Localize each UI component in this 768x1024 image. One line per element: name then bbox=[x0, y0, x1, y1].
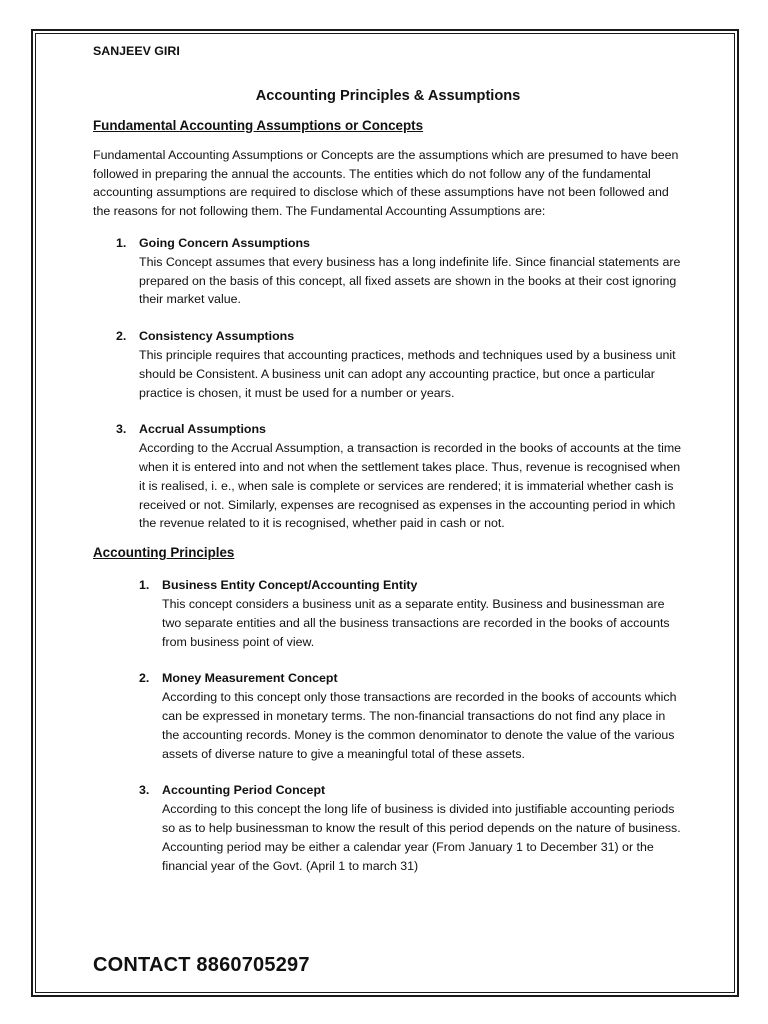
list-item-title: Money Measurement Concept bbox=[162, 671, 338, 686]
list-item-body: According to the Accrual Assumption, a transaction is recorded in the books of accounts at the time when it is entered into and not when the settlement takes place. Thus, revenue is recognised when it is realised, i. e., when sale is complete or services are rendered; it is immaterial whether cash is received or not. Similarly, expenses are recognised as expenses in the accounting period in which the revenue related to it is recognised, whether paid in cash or not. bbox=[139, 441, 682, 531]
list-item bbox=[139, 576, 683, 651]
list-item-title: Going Concern Assumptions bbox=[139, 235, 310, 250]
document-body bbox=[93, 42, 683, 875]
author-name: SANJEEV GIRI bbox=[93, 44, 180, 58]
list-item-number: 1. bbox=[116, 235, 127, 250]
list-item bbox=[116, 234, 683, 309]
assumptions-list bbox=[116, 234, 683, 533]
contact-line: CONTACT 8860705297 bbox=[93, 954, 310, 976]
list-item-title: Consistency Assumptions bbox=[139, 329, 295, 344]
list-item-title: Accrual Assumptions bbox=[139, 422, 266, 437]
list-item bbox=[116, 420, 683, 533]
principles-list bbox=[139, 576, 683, 875]
list-item bbox=[116, 327, 683, 402]
list-item-body: This concept considers a business unit as a separate entity. Business and businessman are two separate entities and all the business transactions are recorded in the books of accounts from business point of view. bbox=[162, 596, 670, 649]
list-item-title: Business Entity Concept/Accounting Entity bbox=[162, 578, 418, 593]
list-item-number: 2. bbox=[116, 329, 127, 344]
list-item-body: This Concept assumes that every business has a long indefinite life. Since financial statements are prepared on the basis of this concept, all fixed assets are shown in the books at their cost ignoring their market value. bbox=[139, 254, 681, 307]
list-item-body: According to this concept only those transactions are recorded in the books of accounts which can be expressed in monetary terms. The non-financial transactions do not find any place in the accounting records. Money is the common denominator to denote the value of the various assets of diverse nature to give a meaningful total of these assets. bbox=[162, 690, 677, 761]
list-item-body: This principle requires that accounting practices, methods and techniques used by a business unit should be Consistent. A business unit can adopt any accounting practice, but once a particular practice is chosen, it must be used for a number or years. bbox=[139, 347, 676, 400]
list-item-number: 3. bbox=[116, 422, 127, 437]
list-item-title: Accounting Period Concept bbox=[162, 783, 326, 798]
assumptions-intro: Fundamental Accounting Assumptions or Concepts are the assumptions which are presumed to have been followed in preparing the annual the accounts. The entities which do not follow any of the fundamental accounting assumptions are required to disclose which of these assumptions have not been followed and the reasons for not following them. The Fundamental Accounting Assumptions are: bbox=[93, 147, 679, 219]
document-title: Accounting Principles & Assumptions bbox=[255, 87, 521, 104]
list-item-number: 2. bbox=[139, 671, 150, 686]
section-heading-principles: Accounting Principles bbox=[93, 545, 235, 561]
list-item bbox=[139, 669, 683, 763]
section-heading-assumptions: Fundamental Accounting Assumptions or Concepts bbox=[93, 117, 424, 133]
list-item-body: According to this concept the long life of business is divided into justifiable accounting periods so as to help businessman to know the result of this period depends on the nature of business. Accounting period may be either a calendar year (From January 1 to December 31) or the financial year of the Govt. (April 1 to march 31) bbox=[162, 802, 681, 873]
list-item-number: 1. bbox=[139, 578, 150, 593]
list-item-number: 3. bbox=[139, 783, 150, 798]
list-item bbox=[139, 781, 683, 875]
